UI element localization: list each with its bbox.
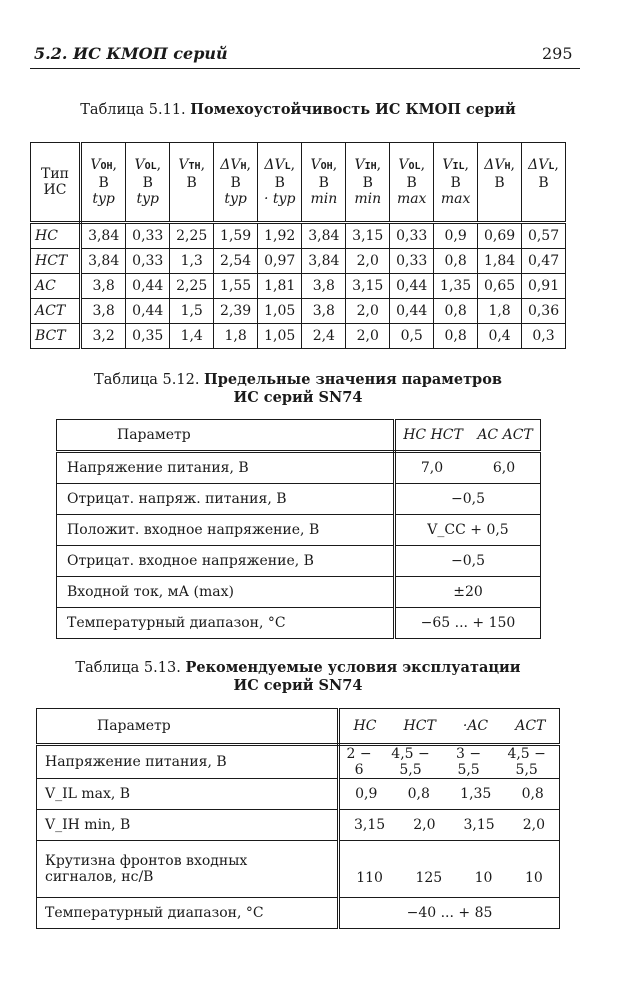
table1-cell: 3,8 [81,299,126,324]
col-symbol-sub: OH [100,161,113,172]
col-symbol: ΔVL, [528,157,559,173]
table3-value: 0,9 [355,786,378,802]
table1-cell: 0,44 [126,299,170,324]
col-symbol-main: V [178,157,189,173]
col-symbol-sub: TH [188,161,201,172]
col-condition: max [396,191,427,207]
col-symbol: VOH, [310,157,338,173]
table3-value: 110 [356,870,383,886]
table1-row [31,299,566,324]
table3-row-param: Напряжение питания, В [37,745,339,779]
table3-caption-line2: ИС серий SN74 [233,677,363,694]
col-symbol: VOL, [398,157,426,173]
table1-cell: 0,33 [126,249,170,274]
table1-cell: 1,84 [478,249,522,274]
table2 [56,419,541,639]
col-symbol-sub: L [548,161,555,172]
col-unit: В [362,175,373,191]
table2-row-param: Отрицат. входное напряжение, В [57,546,395,577]
table1-cell: 1,81 [258,274,302,299]
table1-cell: 0,3 [522,324,566,349]
table1-cell: 0,9 [434,223,478,249]
table2-row-param: Температурный диапазон, °С [57,608,395,639]
table1-row-type: ACT [31,299,81,324]
table3-row-value: −40 ... + 85 [339,898,560,929]
table1-row [31,249,566,274]
table1-col-header [390,143,434,223]
table1-cell: 2,25 [170,274,214,299]
table1-cell: 0,5 [390,324,434,349]
table1-cell: 0,57 [522,223,566,249]
table2-caption-line1: Предельные значения параметров [204,371,502,388]
param-line2: сигналов, нс/В [45,869,154,885]
col-symbol: VIH, [354,157,382,173]
col-symbol-main: V [398,157,409,173]
table1-row [31,324,566,349]
table2-row-param: Напряжение питания, В [57,452,395,484]
table3-value: 4,5 − 5,5 [507,746,546,778]
table2-row-value: −65 ... + 150 [395,608,541,639]
table3-row-param: V_IL max, В [37,779,339,810]
table2-row-value: ±20 [395,577,541,608]
table1-cell: 0,8 [434,299,478,324]
table1-cell: 2,4 [302,324,346,349]
table1-cell: 3,8 [302,274,346,299]
table2-row-value: −0,5 [395,484,541,515]
table1-col-header [170,143,214,223]
col-condition: · typ [264,191,296,207]
table3-row-param: Температурный диапазон, °С [37,898,339,929]
col-condition: typ [224,191,247,207]
col-unit: В [274,175,285,191]
table2-row-value: −0,5 [395,546,541,577]
table2-caption-line2: ИС серий SN74 [233,389,363,406]
table2-caption-prefix: Таблица 5.12. [94,372,205,388]
table3-caption-line1: Рекомендуемые условия эксплуатации [185,659,521,676]
table1-col-header [81,143,126,223]
table1-cell: 0,8 [434,249,478,274]
col-unit: В [494,175,505,191]
table1-cell: 0,97 [258,249,302,274]
col-symbol-sub: OL [408,161,421,172]
table1-row [31,274,566,299]
table1-cell: 0,44 [390,299,434,324]
table1-cell: 3,84 [302,249,346,274]
col-condition: min [354,191,382,207]
col-symbol: ΔVH, [220,157,251,173]
table3-value: 10 [474,870,493,886]
table1-caption [30,101,566,119]
table1-col-header [258,143,302,223]
table3-value: 125 [415,870,443,886]
table1-cell: 1,5 [170,299,214,324]
table3-value: 2,0 [413,817,436,833]
table1-cell: 3,15 [346,223,390,249]
col-symbol-main: ΔV [220,157,241,173]
table1-col-header [214,143,258,223]
table2-value-hc: 7,0 [420,460,444,476]
table1-cell: 2,25 [170,223,214,249]
col-condition: min [310,191,338,207]
table3-value: 1,35 [460,786,492,802]
table3-value: 3,15 [463,817,495,833]
table3-value: 0,8 [521,786,544,802]
table1-row-type: HC [31,223,81,249]
table3-caption [30,659,566,695]
table1-cell: 1,05 [258,324,302,349]
table3-header-hct: HCT [403,718,436,734]
col-symbol-main: ΔV [528,157,549,173]
table1-cell: 3,2 [81,324,126,349]
col-symbol: VTH, [178,157,206,173]
col-unit: В [98,175,109,191]
col-symbol-sub: IL [452,161,465,172]
col-condition: typ [92,191,115,207]
page-number: 295 [542,44,573,63]
table3-row-values [339,779,560,810]
table2-row-value [395,452,541,484]
col-symbol-sub: IH [364,161,377,172]
table1-cell: 3,15 [346,274,390,299]
table2-header-hc-hct: HC HCT [403,427,463,443]
col-unit: В [142,175,153,191]
table3-header-hc: HC [353,718,377,734]
table1-row-type: BCT [31,324,81,349]
table3-value: 4,5 − 5,5 [391,746,430,778]
col-symbol: VOL, [134,157,162,173]
table1-cell: 2,54 [214,249,258,274]
table3-value: 10 [524,870,543,886]
table1 [30,142,566,349]
col-condition [478,191,521,207]
col-symbol: ΔVL, [264,157,296,173]
col-condition [170,191,213,207]
col-symbol: ΔVH, [484,157,515,173]
table3-header-param: Параметр [37,709,339,745]
table1-cell: 2,39 [214,299,258,324]
table1-row-type: AC [31,274,81,299]
col-symbol-main: V [442,157,453,173]
col-unit: В [450,175,461,191]
table3-caption-prefix: Таблица 5.13. [75,660,186,676]
table1-cell: 1,59 [214,223,258,249]
table1-cell: 3,8 [302,299,346,324]
table1-row-type: HCT [31,249,81,274]
col-symbol-main: V [134,157,145,173]
table3-header-ac: ·AC [462,718,489,734]
table1-cell: 2,0 [346,249,390,274]
table2-row-param: Входной ток, мА (max) [57,577,395,608]
table1-col-header [302,143,346,223]
table1-cell: 0,91 [522,274,566,299]
col-unit: В [186,175,197,191]
col-symbol-sub: L [284,161,291,172]
table3-row-values [339,841,560,898]
table1-cell: 0,47 [522,249,566,274]
table1-cell: 1,4 [170,324,214,349]
table2-row-param: Отрицат. напряж. питания, В [57,484,395,515]
table3-header-act: ACT [515,718,546,734]
col-symbol-sub: OL [144,161,157,172]
table3-value: 3 − 5,5 [456,746,482,778]
table1-cell: 0,69 [478,223,522,249]
col-condition [522,191,565,207]
col-unit: В [538,175,549,191]
section-heading: 5.2. ИС КМОП серий [34,44,228,63]
col-condition: typ [136,191,160,207]
table3 [36,708,560,929]
table1-col-header [126,143,170,223]
col-symbol-main: ΔV [484,157,505,173]
col-symbol-sub: H [504,161,511,172]
table1-cell: 2,0 [346,324,390,349]
table1-cell: 1,8 [214,324,258,349]
table1-cell: 1,55 [214,274,258,299]
table1-cell: 0,44 [390,274,434,299]
table1-cell: 0,65 [478,274,522,299]
table1-cell: 1,92 [258,223,302,249]
table2-header-ac-act: AC ACT [477,427,533,443]
table3-row-values [339,810,560,841]
table1-type-header [31,143,81,223]
col-symbol-main: V [310,157,321,173]
col-condition: max [440,191,471,207]
table1-cell: 3,84 [81,249,126,274]
table1-col-header [346,143,390,223]
table1-cell: 0,4 [478,324,522,349]
table1-cell: 1,35 [434,274,478,299]
table1-cell: 0,33 [390,223,434,249]
table3-value: 2,0 [522,817,545,833]
table1-col-header [434,143,478,223]
col-symbol-sub: OH [320,161,333,172]
type-header-line1: Тип [41,166,69,182]
table2-row-param: Положит. входное напряжение, В [57,515,395,546]
table1-cell: 0,8 [434,324,478,349]
table1-cell: 3,8 [81,274,126,299]
table1-cell: 0,33 [126,223,170,249]
table1-caption-title: Помехоустойчивость ИС КМОП серий [190,101,516,118]
header-rule [30,68,580,69]
table3-value: 2 − 6 [346,746,372,778]
table1-cell: 0,35 [126,324,170,349]
table3-row-param [37,841,339,898]
table2-row-value: V_CC + 0,5 [395,515,541,546]
col-symbol: VIL, [442,157,469,173]
table1-cell: 2,0 [346,299,390,324]
table2-header-values [395,420,541,452]
table1-caption-prefix: Таблица 5.11. [80,102,191,118]
table3-row-values [339,745,560,779]
table1-col-header [522,143,566,223]
col-unit: В [230,175,241,191]
table3-row-param: V_IH min, В [37,810,339,841]
table2-caption [30,371,566,407]
type-header-line2: ИС [43,182,67,198]
col-symbol-sub: H [240,161,247,172]
table1-col-header [478,143,522,223]
table3-value: 3,15 [354,817,386,833]
col-symbol-main: V [90,157,101,173]
col-symbol-main: ΔV [264,157,285,173]
col-unit: В [318,175,329,191]
table2-header-param: Параметр [57,420,395,452]
col-unit: В [406,175,417,191]
table1-cell: 1,8 [478,299,522,324]
col-symbol-main: V [354,157,365,173]
table3-value: 0,8 [407,786,430,802]
table3-header-values [339,709,560,745]
table1-row [31,223,566,249]
table1-cell: 3,84 [302,223,346,249]
table2-value-ac: 6,0 [492,460,516,476]
table1-cell: 0,33 [390,249,434,274]
table1-cell: 3,84 [81,223,126,249]
table1-cell: 1,3 [170,249,214,274]
table1-cell: 0,36 [522,299,566,324]
col-symbol: VOH, [90,157,117,173]
table1-cell: 1,05 [258,299,302,324]
table1-cell: 0,44 [126,274,170,299]
param-line1: Крутизна фронтов входных [45,853,248,869]
